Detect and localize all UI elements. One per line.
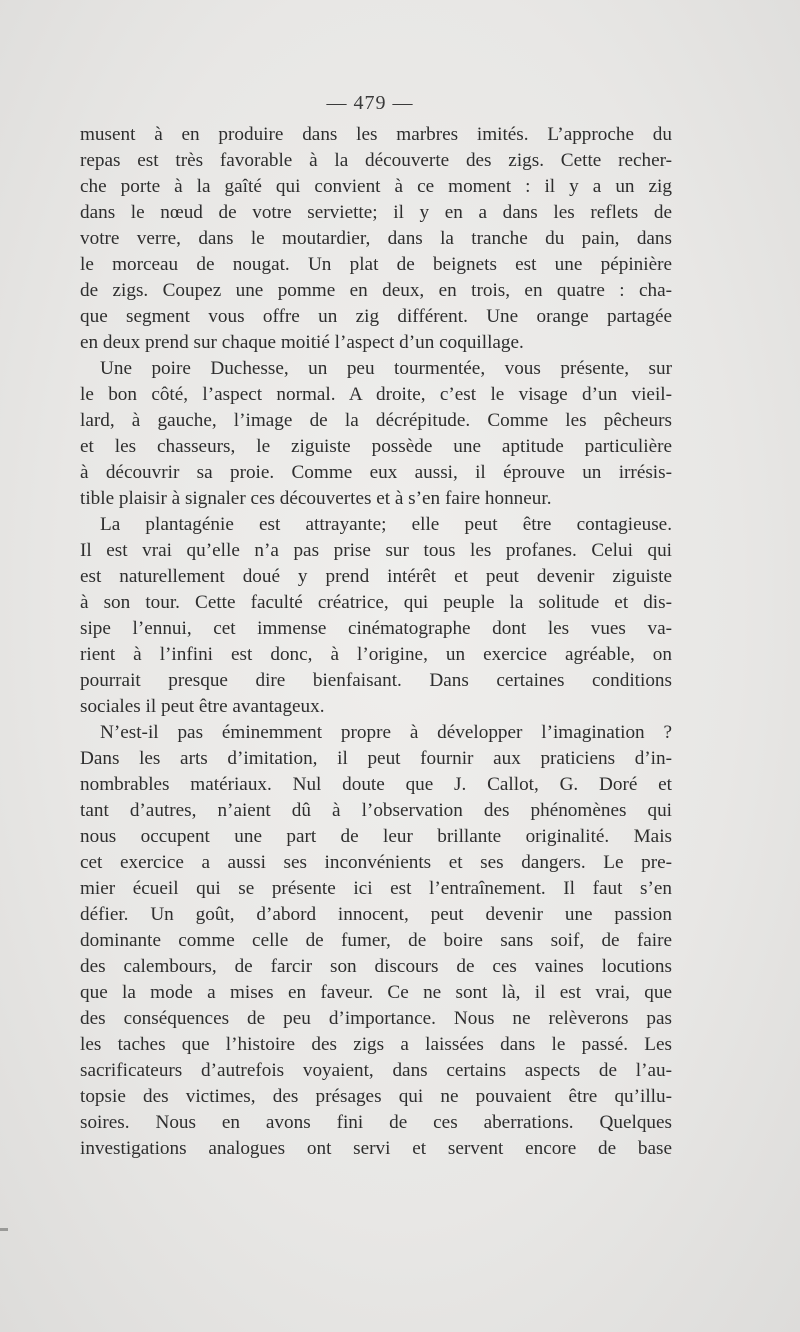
text-line: Une poire Duchesse, un peu tourmentée, vous présente, sur bbox=[100, 358, 672, 379]
text-line: topsie des victimes, des présages qui ne pouvaient être qu’illu- bbox=[80, 1086, 672, 1107]
text-line: que la mode a mises en faveur. Ce ne sont là, il est vrai, que bbox=[80, 982, 672, 1003]
text-line: et les chasseurs, le ziguiste possède une aptitude particulière bbox=[80, 436, 672, 457]
text-line: le morceau de nougat. Un plat de beignets est une pépinière bbox=[80, 254, 672, 275]
text-line: lard, à gauche, l’image de la décrépitude. Comme les pêcheurs bbox=[80, 410, 672, 431]
text-line: mier écueil qui se présente ici est l’entraînement. Il faut s’en bbox=[80, 878, 672, 899]
text-line: de zigs. Coupez une pomme en deux, en trois, en quatre : cha- bbox=[80, 280, 672, 301]
text-line: soires. Nous en avons fini de ces aberrations. Quelques bbox=[80, 1112, 672, 1133]
text-line: rient à l’infini est donc, à l’origine, un exercice agréable, on bbox=[80, 644, 672, 665]
text-line: à son tour. Cette faculté créatrice, qui peuple la solitude et dis- bbox=[80, 592, 672, 613]
text-line: en deux prend sur chaque moitié l’aspect d’un coquillage. bbox=[80, 332, 524, 353]
text-line: dominante comme celle de fumer, de boire sans soif, de faire bbox=[80, 930, 672, 951]
text-line: che porte à la gaîté qui convient à ce moment : il y a un zig bbox=[80, 176, 672, 197]
text-line: votre verre, dans le moutardier, dans la tranche du pain, dans bbox=[80, 228, 672, 249]
text-line: N’est-il pas éminemment propre à développer l’imagination ? bbox=[100, 722, 672, 743]
text-line: nous occupent une part de leur brillante originalité. Mais bbox=[80, 826, 672, 847]
text-line: cet exercice a aussi ses inconvénients et ses dangers. Le pre- bbox=[80, 852, 672, 873]
text-line: est naturellement doué y prend intérêt et peut devenir ziguiste bbox=[80, 566, 672, 587]
text-line: sociales il peut être avantageux. bbox=[80, 696, 325, 717]
text-line: tant d’autres, n’aient dû à l’observation des phénomènes qui bbox=[80, 800, 672, 821]
body-text bbox=[80, 122, 672, 1162]
text-line: que segment vous offre un zig différent. Une orange partagée bbox=[80, 306, 672, 327]
text-line: La plantagénie est attrayante; elle peut être contagieuse. bbox=[100, 514, 672, 535]
text-line: Dans les arts d’imitation, il peut fournir aux praticiens d’in- bbox=[80, 748, 672, 769]
text-line: tible plaisir à signaler ces découvertes et à s’en faire honneur. bbox=[80, 488, 552, 509]
text-line: les taches que l’histoire des zigs a laissées dans le passé. Les bbox=[80, 1034, 672, 1055]
text-line: des conséquences de peu d’importance. Nous ne relèverons pas bbox=[80, 1008, 672, 1029]
text-line: pourrait presque dire bienfaisant. Dans certaines conditions bbox=[80, 670, 672, 691]
page-number: — 479 — bbox=[326, 92, 414, 114]
text-line: à découvrir sa proie. Comme eux aussi, il éprouve un irrésis- bbox=[80, 462, 672, 483]
margin-mark bbox=[0, 1228, 8, 1231]
text-line: sacrificateurs d’autrefois voyaient, dans certains aspects de l’au- bbox=[80, 1060, 672, 1081]
text-line: des calembours, de farcir son discours de ces vaines locutions bbox=[80, 956, 672, 977]
text-line: nombrables matériaux. Nul doute que J. Callot, G. Doré et bbox=[80, 774, 672, 795]
text-line: sipe l’ennui, cet immense cinématographe dont les vues va- bbox=[80, 618, 672, 639]
text-line: défier. Un goût, d’abord innocent, peut devenir une passion bbox=[80, 904, 672, 925]
text-line: Il est vrai qu’elle n’a pas prise sur tous les profanes. Celui qui bbox=[80, 540, 672, 561]
text-line: musent à en produire dans les marbres imités. L’approche du bbox=[80, 124, 672, 145]
text-line: repas est très favorable à la découverte des zigs. Cette recher- bbox=[80, 150, 672, 171]
text-line: dans le nœud de votre serviette; il y en a dans les reflets de bbox=[80, 202, 672, 223]
text-line: investigations analogues ont servi et servent encore de base bbox=[80, 1138, 672, 1159]
text-line: le bon côté, l’aspect normal. A droite, c’est le visage d’un vieil- bbox=[80, 384, 672, 405]
